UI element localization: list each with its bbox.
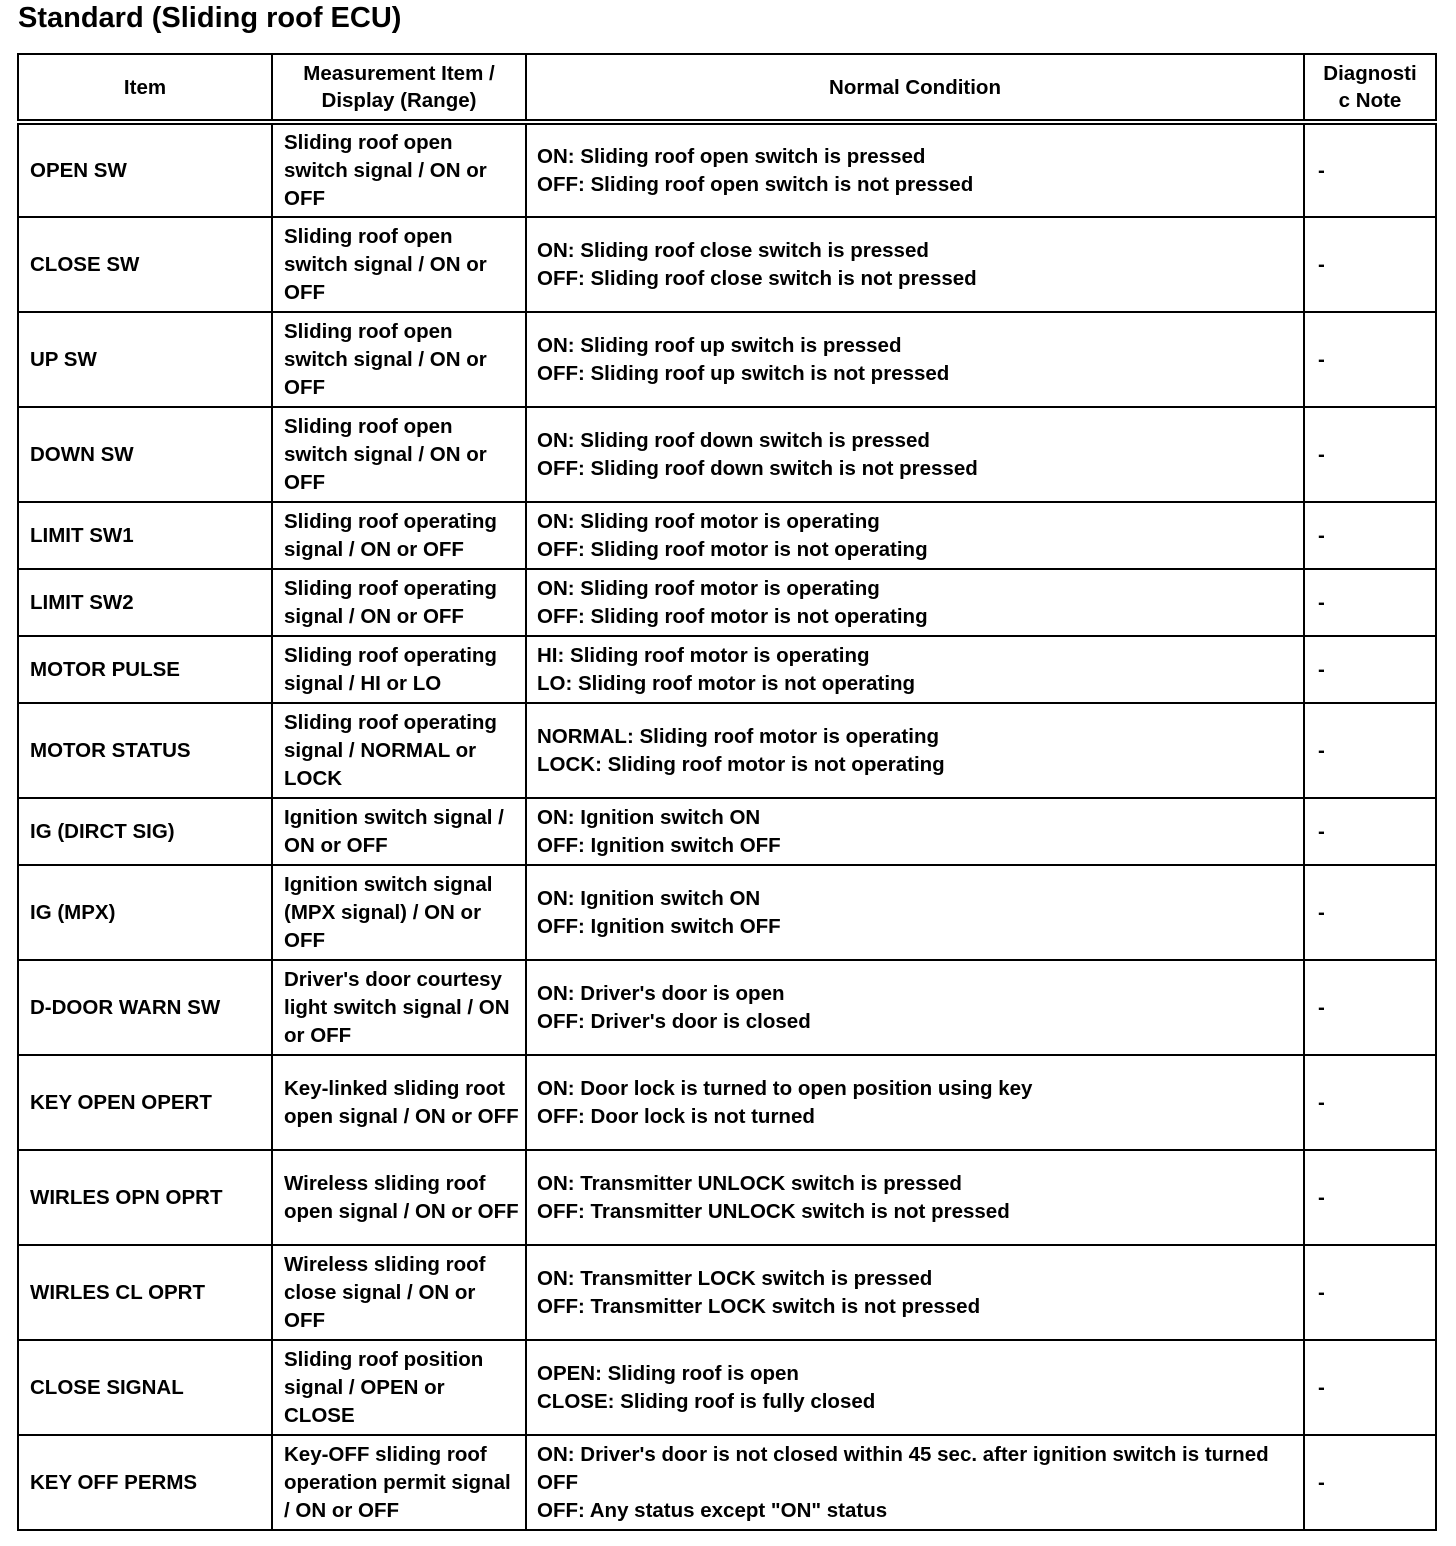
normal-condition-line: LOCK: Sliding roof motor is not operating [537, 752, 945, 776]
cell-diagnostic-note: - [1304, 1245, 1436, 1340]
normal-condition-line: ON: Sliding roof motor is operating [537, 509, 880, 533]
table-row [18, 312, 1436, 407]
cell-item: UP SW [18, 312, 272, 407]
normal-condition-line: ON: Sliding roof open switch is pressed [537, 144, 926, 168]
cell-normal-condition [526, 865, 1304, 960]
cell-normal-condition [526, 1340, 1304, 1435]
header-diagnostic-note [1304, 54, 1436, 122]
header-measurement [272, 54, 526, 122]
normal-condition-line: ON: Sliding roof down switch is pressed [537, 428, 930, 452]
cell-normal-condition [526, 1055, 1304, 1150]
cell-measurement: Ignition switch signal (MPX signal) / ON or OFF [272, 865, 526, 960]
normal-condition-line: OFF: Sliding roof down switch is not pressed [537, 456, 978, 480]
data-list-table [17, 53, 1437, 1531]
cell-diagnostic-note: - [1304, 798, 1436, 865]
cell-normal-condition [526, 1150, 1304, 1245]
cell-measurement: Sliding roof open switch signal / ON or OFF [272, 122, 526, 217]
cell-measurement: Wireless sliding roof open signal / ON or OFF [272, 1150, 526, 1245]
table-row [18, 798, 1436, 865]
cell-normal-condition [526, 217, 1304, 312]
cell-normal-condition [526, 569, 1304, 636]
normal-condition-line: ON: Driver's door is not closed within 45 sec. after ignition switch is turned OFF [537, 1442, 1269, 1494]
table-row [18, 636, 1436, 703]
cell-item: LIMIT SW2 [18, 569, 272, 636]
cell-item: IG (DIRCT SIG) [18, 798, 272, 865]
header-measurement-line: Measurement Item / [303, 62, 495, 85]
table-row [18, 1245, 1436, 1340]
table-row [18, 502, 1436, 569]
normal-condition-line: OPEN: Sliding roof is open [537, 1361, 799, 1385]
header-item [18, 54, 272, 122]
table-row [18, 703, 1436, 798]
table-row [18, 1150, 1436, 1245]
cell-diagnostic-note: - [1304, 703, 1436, 798]
cell-measurement: Sliding roof operating signal / ON or OFF [272, 502, 526, 569]
cell-normal-condition [526, 636, 1304, 703]
cell-diagnostic-note: - [1304, 1340, 1436, 1435]
cell-diagnostic-note: - [1304, 865, 1436, 960]
normal-condition-line: ON: Ignition switch ON [537, 805, 761, 829]
normal-condition-line: ON: Driver's door is open [537, 981, 785, 1005]
cell-item: MOTOR PULSE [18, 636, 272, 703]
cell-item: D-DOOR WARN SW [18, 960, 272, 1055]
cell-diagnostic-note: - [1304, 636, 1436, 703]
cell-item: MOTOR STATUS [18, 703, 272, 798]
cell-measurement: Sliding roof open switch signal / ON or OFF [272, 312, 526, 407]
normal-condition-line: NORMAL: Sliding roof motor is operating [537, 724, 940, 748]
normal-condition-line: ON: Transmitter LOCK switch is pressed [537, 1266, 933, 1290]
cell-item: DOWN SW [18, 407, 272, 502]
cell-normal-condition [526, 1435, 1304, 1530]
table-row [18, 1340, 1436, 1435]
table-row [18, 865, 1436, 960]
cell-diagnostic-note: - [1304, 1055, 1436, 1150]
normal-condition-line: OFF: Ignition switch OFF [537, 833, 781, 857]
table-row [18, 1055, 1436, 1150]
normal-condition-line: CLOSE: Sliding roof is fully closed [537, 1389, 876, 1413]
cell-item: LIMIT SW1 [18, 502, 272, 569]
normal-condition-line: OFF: Transmitter UNLOCK switch is not pressed [537, 1199, 1010, 1223]
cell-normal-condition [526, 960, 1304, 1055]
cell-measurement: Driver's door courtesy light switch signal / ON or OFF [272, 960, 526, 1055]
cell-normal-condition [526, 407, 1304, 502]
cell-item: KEY OPEN OPERT [18, 1055, 272, 1150]
page-title: Standard (Sliding roof ECU) [18, 2, 402, 34]
cell-diagnostic-note: - [1304, 407, 1436, 502]
cell-measurement: Sliding roof operating signal / ON or OFF [272, 569, 526, 636]
normal-condition-line: ON: Transmitter UNLOCK switch is pressed [537, 1171, 962, 1195]
cell-normal-condition [526, 312, 1304, 407]
table-row [18, 569, 1436, 636]
cell-normal-condition [526, 1245, 1304, 1340]
table-row [18, 122, 1436, 217]
cell-measurement: Ignition switch signal / ON or OFF [272, 798, 526, 865]
cell-diagnostic-note: - [1304, 312, 1436, 407]
table-row [18, 217, 1436, 312]
cell-diagnostic-note: - [1304, 960, 1436, 1055]
header-measurement-line: Display (Range) [321, 89, 477, 112]
cell-normal-condition [526, 502, 1304, 569]
cell-diagnostic-note: - [1304, 217, 1436, 312]
cell-item: KEY OFF PERMS [18, 1435, 272, 1530]
normal-condition-line: ON: Sliding roof close switch is pressed [537, 238, 929, 262]
cell-normal-condition [526, 798, 1304, 865]
header-note-line: c Note [1338, 89, 1402, 112]
normal-condition-line: OFF: Sliding roof motor is not operating [537, 537, 928, 561]
header-normal-condition [526, 54, 1304, 122]
normal-condition-line: OFF: Ignition switch OFF [537, 914, 781, 938]
header-normal-label: Normal Condition [829, 75, 1001, 99]
table-row [18, 407, 1436, 502]
cell-measurement: Sliding roof open switch signal / ON or OFF [272, 407, 526, 502]
cell-normal-condition [526, 703, 1304, 798]
cell-measurement: Key-linked sliding root open signal / ON or OFF [272, 1055, 526, 1150]
header-item-label: Item [123, 75, 167, 99]
cell-item: WIRLES OPN OPRT [18, 1150, 272, 1245]
normal-condition-line: HI: Sliding roof motor is operating [537, 643, 870, 667]
normal-condition-line: ON: Sliding roof up switch is pressed [537, 333, 902, 357]
cell-measurement: Sliding roof operating signal / NORMAL or LOCK [272, 703, 526, 798]
normal-condition-line: OFF: Transmitter LOCK switch is not pressed [537, 1294, 981, 1318]
normal-condition-line: ON: Sliding roof motor is operating [537, 576, 880, 600]
cell-item: WIRLES CL OPRT [18, 1245, 272, 1340]
normal-condition-line: OFF: Any status except "ON" status [537, 1498, 888, 1522]
normal-condition-line: OFF: Driver's door is closed [537, 1009, 811, 1033]
cell-diagnostic-note: - [1304, 502, 1436, 569]
cell-item: CLOSE SW [18, 217, 272, 312]
table-row [18, 960, 1436, 1055]
cell-measurement: Key-OFF sliding roof operation permit signal / ON or OFF [272, 1435, 526, 1530]
cell-item: IG (MPX) [18, 865, 272, 960]
cell-measurement: Sliding roof open switch signal / ON or OFF [272, 217, 526, 312]
cell-diagnostic-note: - [1304, 122, 1436, 217]
normal-condition-line: OFF: Sliding roof up switch is not pressed [537, 361, 950, 385]
normal-condition-line: OFF: Sliding roof open switch is not pressed [537, 172, 974, 196]
cell-diagnostic-note: - [1304, 1150, 1436, 1245]
table-header [18, 54, 1436, 122]
normal-condition-line: OFF: Door lock is not turned [537, 1104, 815, 1128]
table-body [18, 122, 1436, 1530]
header-note-line: Diagnosti [1323, 62, 1417, 85]
normal-condition-line: ON: Ignition switch ON [537, 886, 761, 910]
cell-diagnostic-note: - [1304, 569, 1436, 636]
cell-item: OPEN SW [18, 122, 272, 217]
cell-normal-condition [526, 122, 1304, 217]
cell-diagnostic-note: - [1304, 1435, 1436, 1530]
cell-measurement: Sliding roof position signal / OPEN or CLOSE [272, 1340, 526, 1435]
cell-measurement: Sliding roof operating signal / HI or LO [272, 636, 526, 703]
cell-item: CLOSE SIGNAL [18, 1340, 272, 1435]
normal-condition-line: LO: Sliding roof motor is not operating [537, 671, 916, 695]
normal-condition-line: ON: Door lock is turned to open position using key [537, 1076, 1033, 1100]
normal-condition-line: OFF: Sliding roof close switch is not pressed [537, 266, 977, 290]
normal-condition-line: OFF: Sliding roof motor is not operating [537, 604, 928, 628]
cell-measurement: Wireless sliding roof close signal / ON or OFF [272, 1245, 526, 1340]
table-row [18, 1435, 1436, 1530]
